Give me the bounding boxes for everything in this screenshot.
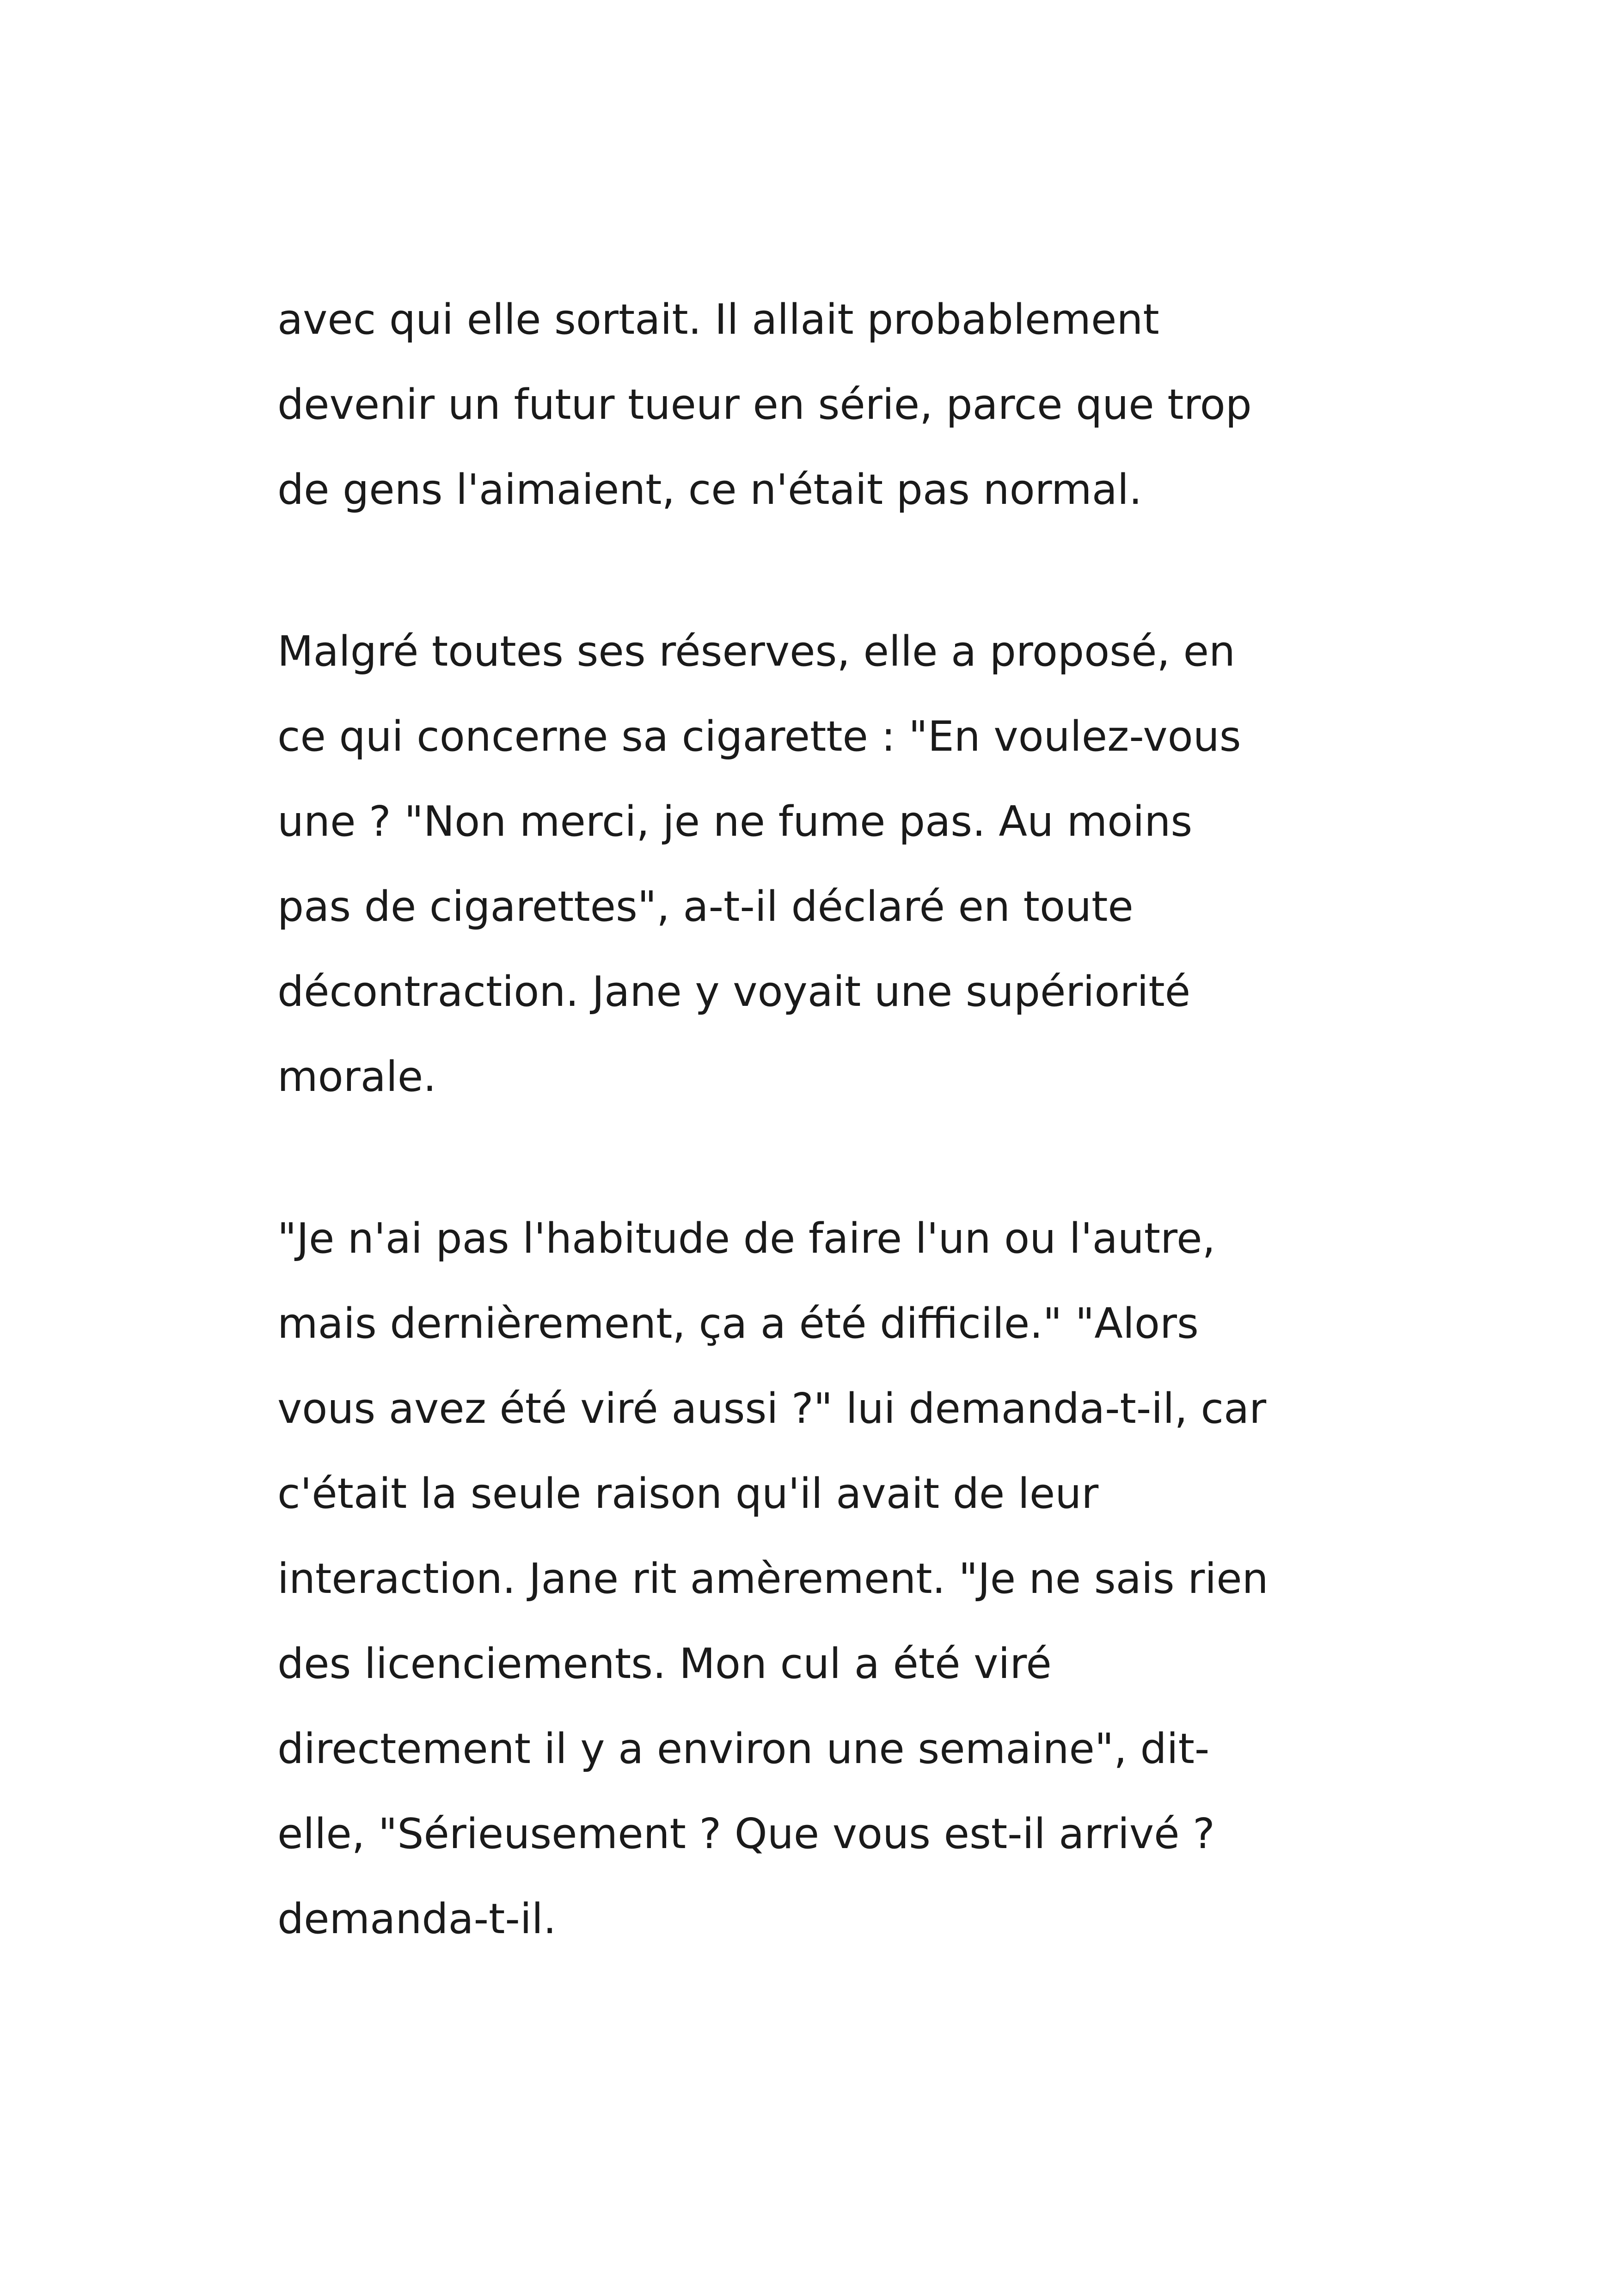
text-line: demanda-t-il. (277, 1895, 557, 1943)
body-text (277, 277, 1387, 1962)
text-line: des licenciements. Mon cul a été viré (277, 1640, 1052, 1688)
text-line: de gens l'aimaient, ce n'était pas normal. (277, 465, 1142, 514)
text-line: Malgré toutes ses réserves, elle a proposé, en (277, 627, 1236, 676)
paragraph-spacer (277, 533, 1387, 609)
text-line: mais dernièrement, ça a été difficile." "Alors (277, 1299, 1199, 1348)
text-line: une ? "Non merci, je ne fume pas. Au moins (277, 797, 1193, 846)
paragraph-2 (277, 609, 1387, 1120)
paragraph-1 (277, 277, 1387, 533)
text-line: avec qui elle sortait. Il allait probablement (277, 295, 1159, 344)
text-line: morale. (277, 1053, 436, 1101)
text-line: décontraction. Jane y voyait une supériorité (277, 967, 1191, 1016)
text-line: interaction. Jane rit amèrement. "Je ne sais rien (277, 1555, 1269, 1603)
text-line: ce qui concerne sa cigarette : "En voulez-vous (277, 712, 1241, 761)
text-line: vous avez été viré aussi ?" lui demanda-t-il, car (277, 1384, 1267, 1433)
paragraph-spacer (277, 1120, 1387, 1196)
text-line: "Je n'ai pas l'habitude de faire l'un ou l'autre, (277, 1214, 1216, 1263)
paragraph-3 (277, 1196, 1387, 1962)
text-line: devenir un futur tueur en série, parce que trop (277, 380, 1252, 429)
text-line: directement il y a environ une semaine", dit- (277, 1725, 1210, 1773)
text-line: pas de cigarettes", a-t-il déclaré en toute (277, 882, 1134, 931)
text-line: c'était la seule raison qu'il avait de leur (277, 1469, 1099, 1518)
text-line: elle, "Sérieusement ? Que vous est-il arrivé ? (277, 1810, 1215, 1858)
